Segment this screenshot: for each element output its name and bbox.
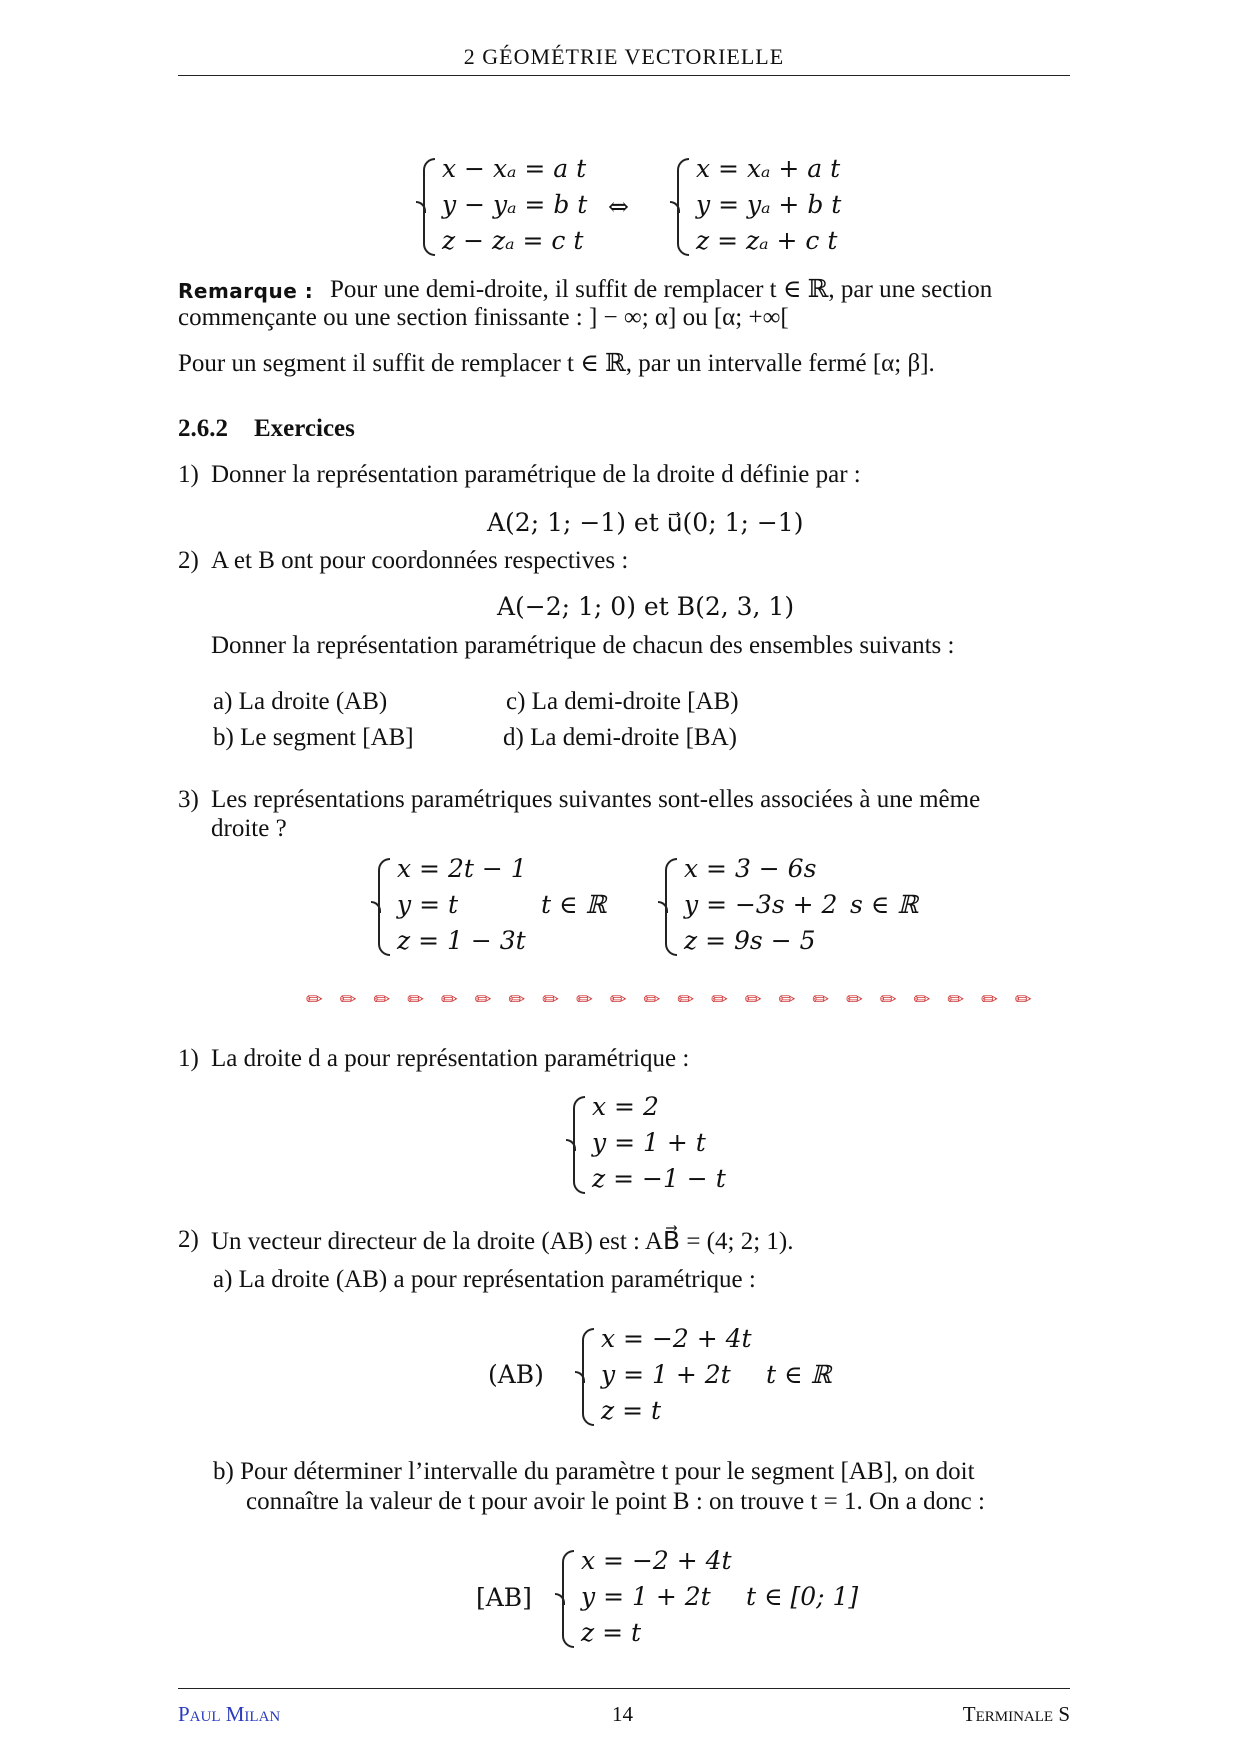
footer-rule bbox=[178, 1688, 1070, 1689]
sol2-number: 2) bbox=[178, 1226, 199, 1253]
sol2-a-cond: t ∈ ℝ bbox=[766, 1360, 832, 1389]
pencil-separator: ✏ ✏ ✏ ✏ ✏ ✏ ✏ ✏ ✏ ✏ ✏ ✏ ✏ ✏ ✏ ✏ ✏ ✏ ✏ ✏ ✏ ✏ bbox=[306, 989, 1038, 1011]
sol2-a-label: (AB) bbox=[488, 1360, 544, 1389]
sol2-text: Un vecteur directeur de la droite (AB) est : AB⃗ = (4; 2; 1). bbox=[211, 1228, 794, 1255]
ex3-condA: t ∈ ℝ bbox=[541, 890, 607, 919]
sys-top-right-1: x = xₐ + a t bbox=[696, 154, 841, 183]
footer-author: Paul Milan bbox=[178, 1702, 281, 1726]
sol2-a-sys-2: y = 1 + 2t bbox=[601, 1360, 731, 1389]
ex1-number: 1) bbox=[178, 461, 199, 488]
remark-line-2: commençante ou une section finissante : ] − ∞; α] ou [α; +∞[ bbox=[178, 304, 789, 331]
ex2-item-c: c) La demi-droite [AB) bbox=[506, 688, 739, 715]
ex3-sysA-2: y = t bbox=[397, 890, 459, 919]
sol2-a-sys-1: x = −2 + 4t bbox=[601, 1324, 752, 1353]
section-number: 2.6.2 bbox=[178, 415, 228, 442]
ex2-number: 2) bbox=[178, 547, 199, 574]
sys-top-right-2: y = yₐ + b t bbox=[696, 190, 842, 219]
equiv-symbol: ⇔ bbox=[608, 192, 629, 221]
sol2-b-label: [AB] bbox=[476, 1583, 532, 1612]
sol2-b-line-1: b) Pour déterminer l’intervalle du paramètre t pour le segment [AB], on doit bbox=[213, 1458, 975, 1485]
sol2-a-text: a) La droite (AB) a pour représentation paramétrique : bbox=[213, 1266, 756, 1293]
sys-top-left-1: x − xₐ = a t bbox=[442, 154, 587, 183]
ex2-text: A et B ont pour coordonnées respectives : bbox=[211, 547, 629, 574]
ex3-condB: s ∈ ℝ bbox=[850, 890, 919, 919]
ex3-line-2: droite ? bbox=[211, 815, 287, 842]
sol1-sys-3: z = −1 − t bbox=[592, 1164, 726, 1193]
ex2-data: A(−2; 1; 0) et B(2, 3, 1) bbox=[497, 592, 795, 621]
sol2-a-sys-3: z = t bbox=[601, 1396, 662, 1425]
ex3-sysB-3: z = 9s − 5 bbox=[684, 926, 816, 955]
footer-page-number: 14 bbox=[612, 1702, 633, 1726]
brace-left bbox=[423, 158, 435, 256]
sol1-text: La droite d a pour représentation paramétrique : bbox=[211, 1045, 690, 1072]
ex2-item-d: d) La demi-droite [BA) bbox=[503, 724, 737, 751]
ex3-sysB-2: y = −3s + 2 bbox=[684, 890, 838, 919]
remark-line-3: Pour un segment il suffit de remplacer t ∈ ℝ, par un intervalle fermé [α; β]. bbox=[178, 350, 935, 377]
brace-right bbox=[677, 158, 689, 256]
ex1-data: A(2; 1; −1) et u⃗(0; 1; −1) bbox=[487, 508, 804, 537]
sol2-b-line-2: connaître la valeur de t pour avoir le point B : on trouve t = 1. On a donc : bbox=[246, 1488, 985, 1515]
ex2-ask: Donner la représentation paramétrique de chacun des ensembles suivants : bbox=[211, 632, 955, 659]
sol2-b-brace bbox=[562, 1550, 574, 1648]
section-title: Exercices bbox=[254, 415, 355, 442]
sol1-sys-1: x = 2 bbox=[592, 1092, 659, 1121]
remark-line-1: Pour une demi-droite, il suffit de remplacer t ∈ ℝ, par une section bbox=[330, 276, 993, 303]
ex3-sysA-1: x = 2t − 1 bbox=[397, 854, 527, 883]
sol2-a-brace bbox=[582, 1328, 594, 1426]
sol1-brace bbox=[573, 1096, 585, 1194]
sol1-sys-2: y = 1 + t bbox=[592, 1128, 706, 1157]
ex3-sysB-1: x = 3 − 6s bbox=[684, 854, 817, 883]
footer-level: Terminale S bbox=[962, 1702, 1070, 1726]
sys-top-right-3: z = zₐ + c t bbox=[696, 226, 838, 255]
ex3-brace-a bbox=[378, 858, 390, 956]
sys-top-left-2: y − yₐ = b t bbox=[442, 190, 588, 219]
ex3-sysA-3: z = 1 − 3t bbox=[397, 926, 526, 955]
sys-top-left-3: z − zₐ = c t bbox=[442, 226, 584, 255]
ex3-number: 3) bbox=[178, 786, 199, 813]
sol2-b-sys-3: z = t bbox=[581, 1618, 642, 1647]
remark-label: Remarque : bbox=[178, 279, 314, 303]
sol2-b-sys-2: y = 1 + 2t bbox=[581, 1582, 711, 1611]
ex2-item-a: a) La droite (AB) bbox=[213, 688, 388, 715]
header-rule bbox=[178, 75, 1070, 76]
ex3-line-1: Les représentations paramétriques suivantes sont-elles associées à une même bbox=[211, 786, 981, 813]
ex1-text: Donner la représentation paramétrique de la droite d définie par : bbox=[211, 461, 861, 488]
running-header: 2 GÉOMÉTRIE VECTORIELLE bbox=[463, 44, 785, 69]
sol2-b-cond: t ∈ [0; 1] bbox=[746, 1582, 859, 1611]
sol1-number: 1) bbox=[178, 1045, 199, 1072]
ex2-item-b: b) Le segment [AB] bbox=[213, 724, 414, 751]
sol2-b-sys-1: x = −2 + 4t bbox=[581, 1546, 732, 1575]
ex3-brace-b bbox=[665, 858, 677, 956]
